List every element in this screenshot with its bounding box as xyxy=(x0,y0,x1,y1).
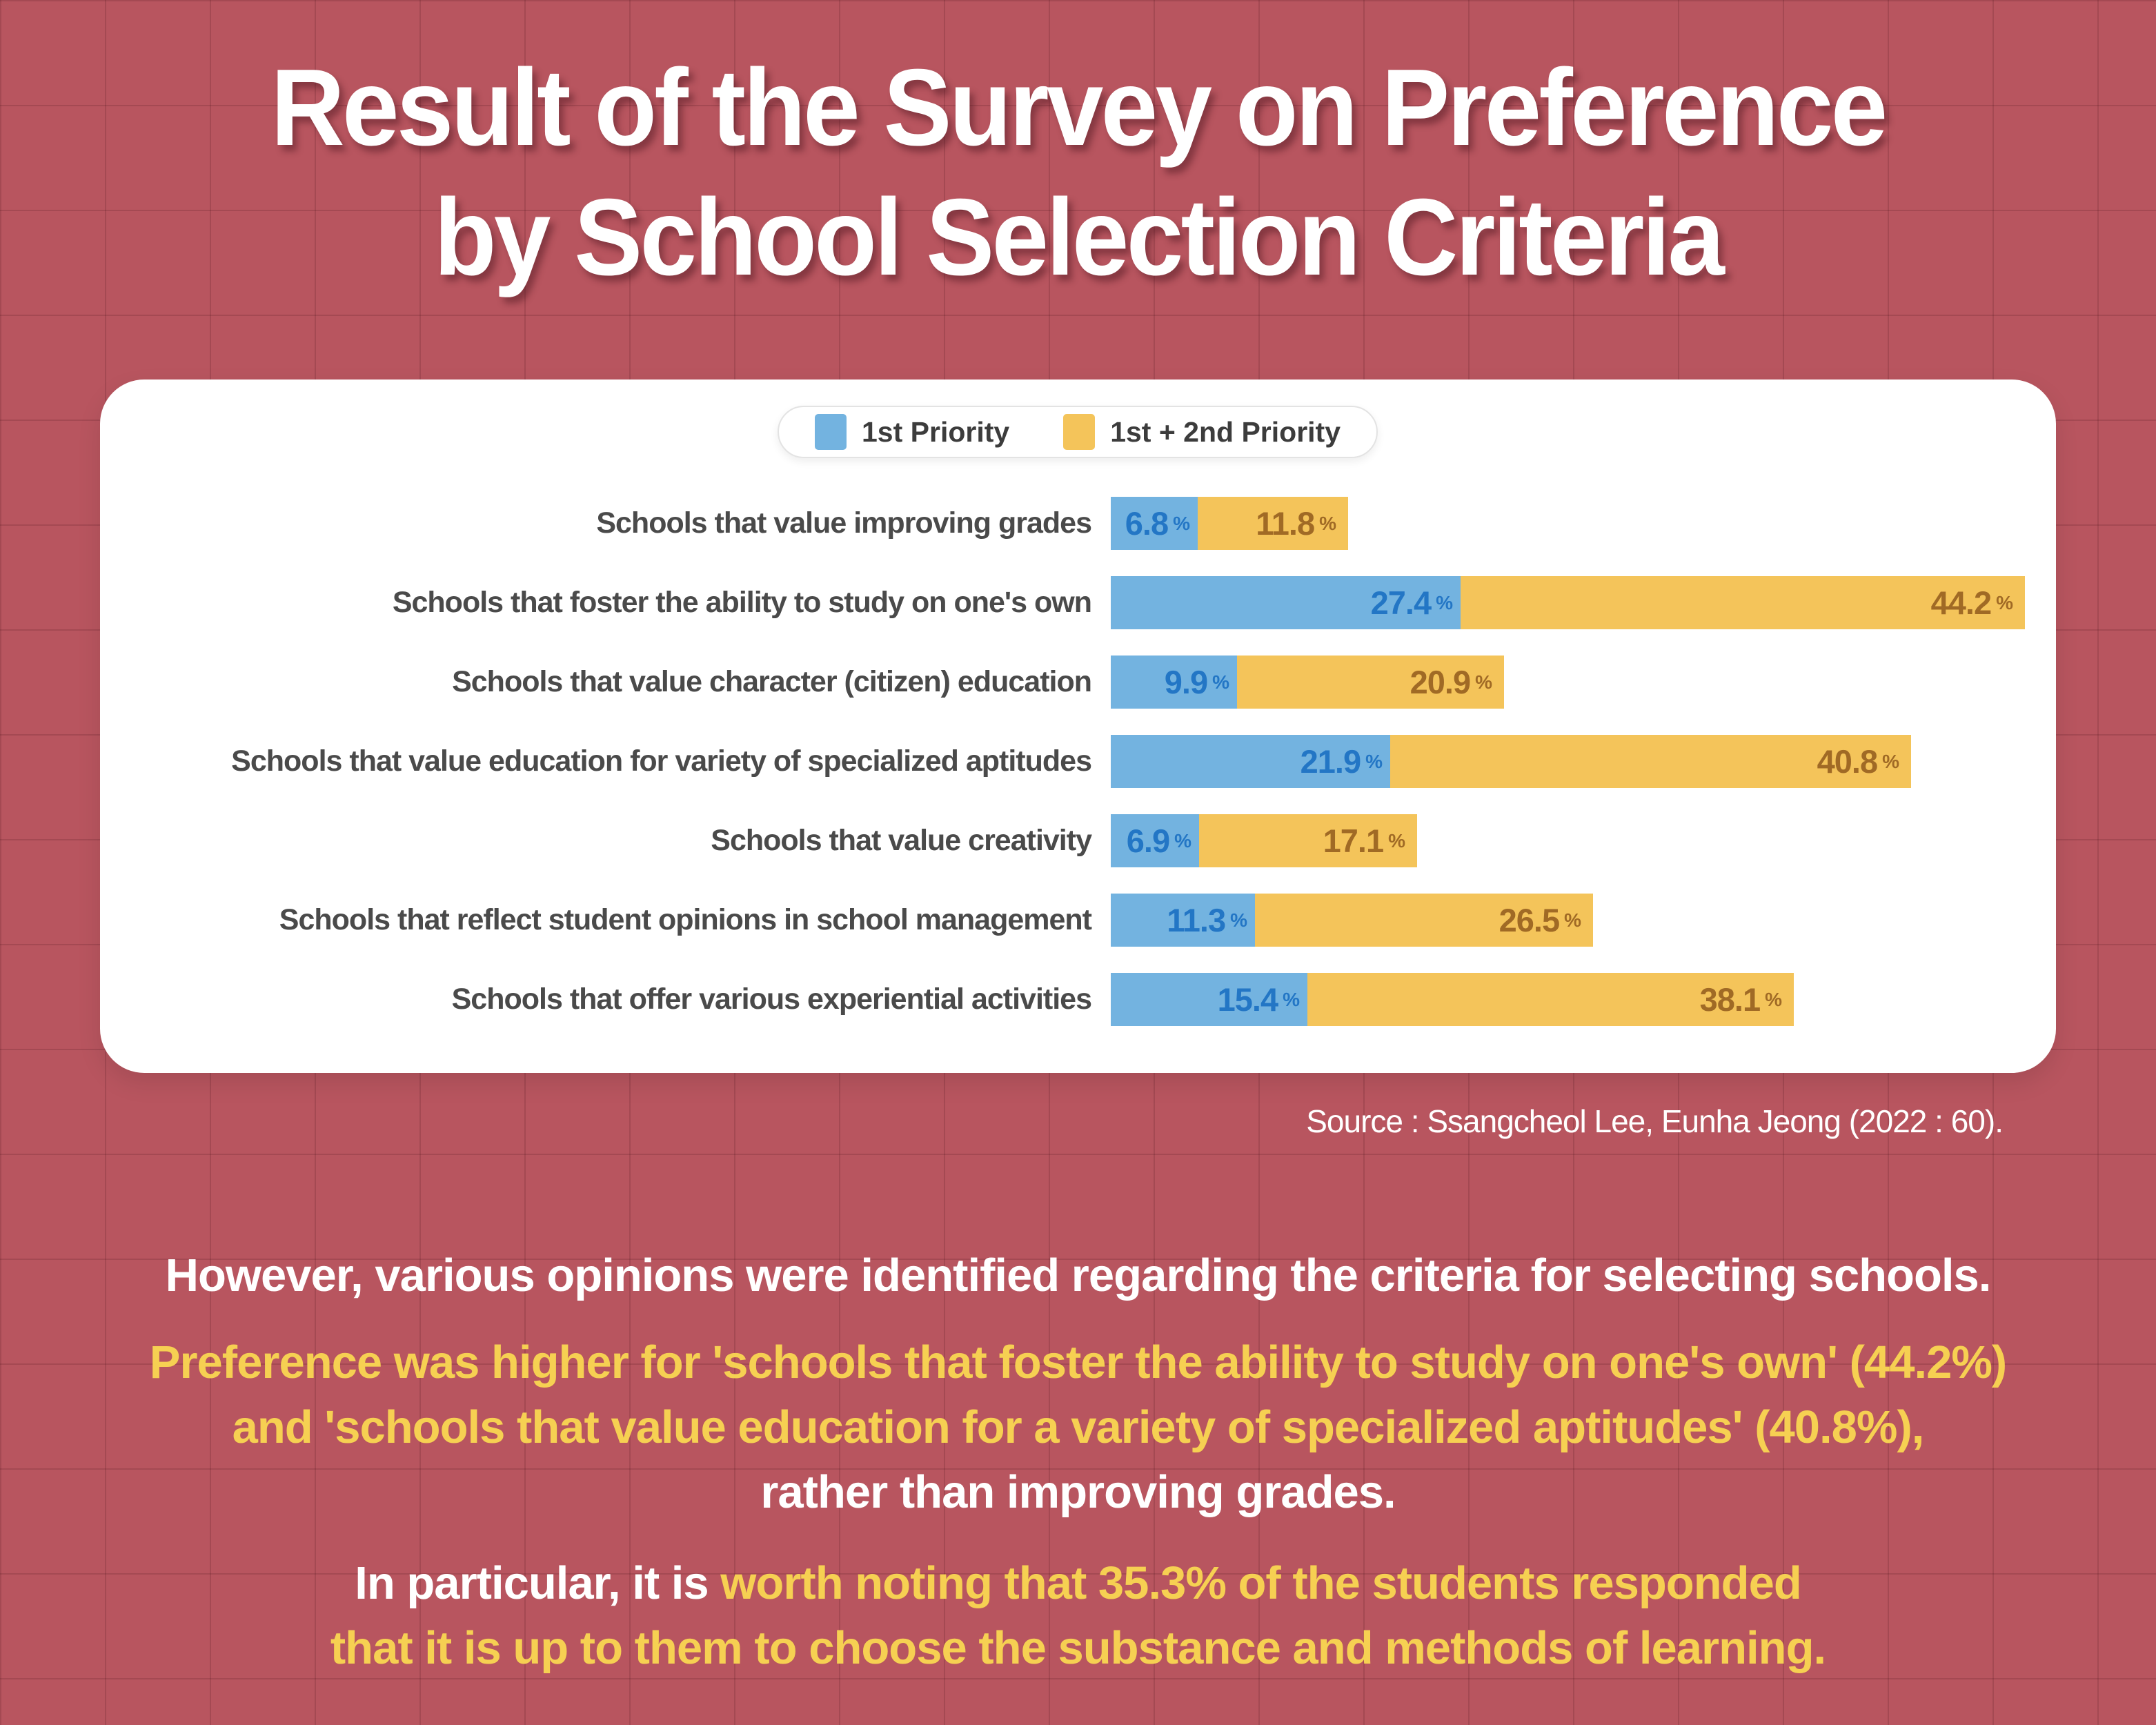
legend-item-first-second-priority xyxy=(1063,414,1341,450)
bar-first-plus-second-priority-value: 40.8 % xyxy=(1817,743,1899,780)
bar-first-priority-value: 15.4 % xyxy=(1217,981,1299,1018)
bar-first-priority-value: 27.4 % xyxy=(1370,584,1452,621)
paragraph-line xyxy=(0,1616,2156,1681)
bar-first-priority-value: 6.8 % xyxy=(1125,505,1189,542)
percent-sign: % xyxy=(1882,750,1899,772)
paragraph-line xyxy=(0,1460,2156,1525)
bar-first-plus-second-priority xyxy=(1255,894,1593,947)
page-title xyxy=(65,43,2092,302)
text-segment: that it is up to them to choose the substance and methods of learning. xyxy=(330,1622,1826,1674)
bar-group xyxy=(1111,894,1593,947)
category-label: Schools that reflect student opinions in school management xyxy=(279,903,1091,936)
paragraph-overview xyxy=(0,1243,2156,1308)
text-segment: and 'schools that value education for a variety of specialized aptitudes' (40.8%), xyxy=(232,1401,1924,1453)
paragraph-preference-detail xyxy=(0,1330,2156,1525)
category-label: Schools that value improving grades xyxy=(596,506,1091,540)
legend-swatch-blue xyxy=(815,414,847,450)
bar-group xyxy=(1111,656,1504,709)
legend-label: 1st Priority xyxy=(861,415,1010,448)
percent-sign: % xyxy=(1173,512,1189,534)
bar-first-priority xyxy=(1111,497,1198,550)
bar-first-plus-second-priority xyxy=(1390,735,1911,788)
percent-sign: % xyxy=(1283,988,1299,1010)
chart-row xyxy=(100,576,2056,629)
text-segment: rather than improving grades. xyxy=(760,1466,1396,1518)
bar-group xyxy=(1111,973,1794,1026)
bar-first-plus-second-priority-value: 26.5 % xyxy=(1499,902,1581,938)
text-segment: However, various opinions were identified regarding the criteria for selecting schools. xyxy=(165,1250,1991,1301)
chart-row xyxy=(100,894,2056,947)
source-note: Source : Ssangcheol Lee, Eunha Jeong (2022 : 60). xyxy=(1306,1103,2003,1139)
chart-row xyxy=(100,656,2056,709)
chart-legend xyxy=(778,406,1378,458)
percent-sign: % xyxy=(1174,829,1191,851)
bar-first-priority xyxy=(1111,814,1199,867)
bar-first-priority-value: 21.9 % xyxy=(1300,743,1382,780)
category-label: Schools that foster the ability to study on one's own xyxy=(392,586,1091,619)
percent-sign: % xyxy=(1436,591,1452,613)
category-label: Schools that value education for variety of specialized aptitudes xyxy=(231,745,1091,778)
bar-first-priority xyxy=(1111,735,1390,788)
category-label: Schools that value creativity xyxy=(711,824,1091,857)
paragraph-line xyxy=(0,1330,2156,1395)
page-title-line-2: by School Selection Criteria xyxy=(433,177,1723,298)
legend-swatch-yellow xyxy=(1063,414,1095,450)
page-title-line-1: Result of the Survey on Preference xyxy=(270,47,1886,168)
legend-item-first-priority xyxy=(815,414,1009,450)
bar-first-plus-second-priority xyxy=(1461,576,2025,629)
bar-first-priority-value: 9.9 % xyxy=(1164,664,1229,700)
bar-first-plus-second-priority-value: 17.1 % xyxy=(1323,822,1405,859)
percent-sign: % xyxy=(1564,909,1581,931)
percent-sign: % xyxy=(1319,512,1336,534)
bar-chart xyxy=(100,497,2056,1026)
text-segment: Preference was higher for 'schools that foster the ability to study on one's own' (44.2%) xyxy=(149,1337,2007,1388)
bar-first-priority xyxy=(1111,656,1237,709)
bar-first-plus-second-priority xyxy=(1237,656,1504,709)
bar-group xyxy=(1111,814,1417,867)
percent-sign: % xyxy=(1365,750,1382,772)
paragraph-line xyxy=(0,1551,2156,1616)
percent-sign: % xyxy=(1388,829,1405,851)
percent-sign: % xyxy=(1765,988,1781,1010)
category-label: Schools that offer various experiential activities xyxy=(451,983,1091,1016)
percent-sign: % xyxy=(1475,671,1492,693)
percent-sign: % xyxy=(1230,909,1247,931)
bar-first-priority-value: 11.3 % xyxy=(1167,902,1247,938)
bar-first-priority xyxy=(1111,576,1461,629)
legend-label: 1st + 2nd Priority xyxy=(1110,415,1341,448)
percent-sign: % xyxy=(1212,671,1229,693)
bar-first-plus-second-priority xyxy=(1199,814,1417,867)
chart-row xyxy=(100,814,2056,867)
paragraph-line xyxy=(0,1395,2156,1460)
bar-group xyxy=(1111,576,2025,629)
bar-first-plus-second-priority xyxy=(1198,497,1348,550)
paragraph-particular-note xyxy=(0,1551,2156,1681)
bar-group xyxy=(1111,497,1348,550)
bar-first-plus-second-priority-value: 44.2 % xyxy=(1930,584,2012,621)
paragraph-line xyxy=(0,1243,2156,1308)
chart-row xyxy=(100,497,2056,550)
chart-row xyxy=(100,973,2056,1026)
bar-first-plus-second-priority-value: 11.8 % xyxy=(1256,505,1336,542)
bar-first-priority-value: 6.9 % xyxy=(1126,822,1191,859)
percent-sign: % xyxy=(1996,591,2012,613)
bar-first-plus-second-priority-value: 20.9 % xyxy=(1410,664,1492,700)
bar-first-priority xyxy=(1111,973,1307,1026)
category-label: Schools that value character (citizen) education xyxy=(452,665,1091,698)
bar-group xyxy=(1111,735,1911,788)
text-segment: In particular, it is xyxy=(355,1557,721,1609)
bar-first-plus-second-priority-value: 38.1 % xyxy=(1699,981,1781,1018)
bar-first-plus-second-priority xyxy=(1307,973,1794,1026)
chart-row xyxy=(100,735,2056,788)
text-segment: worth noting that 35.3% of the students responded xyxy=(720,1557,1801,1609)
bar-first-priority xyxy=(1111,894,1255,947)
